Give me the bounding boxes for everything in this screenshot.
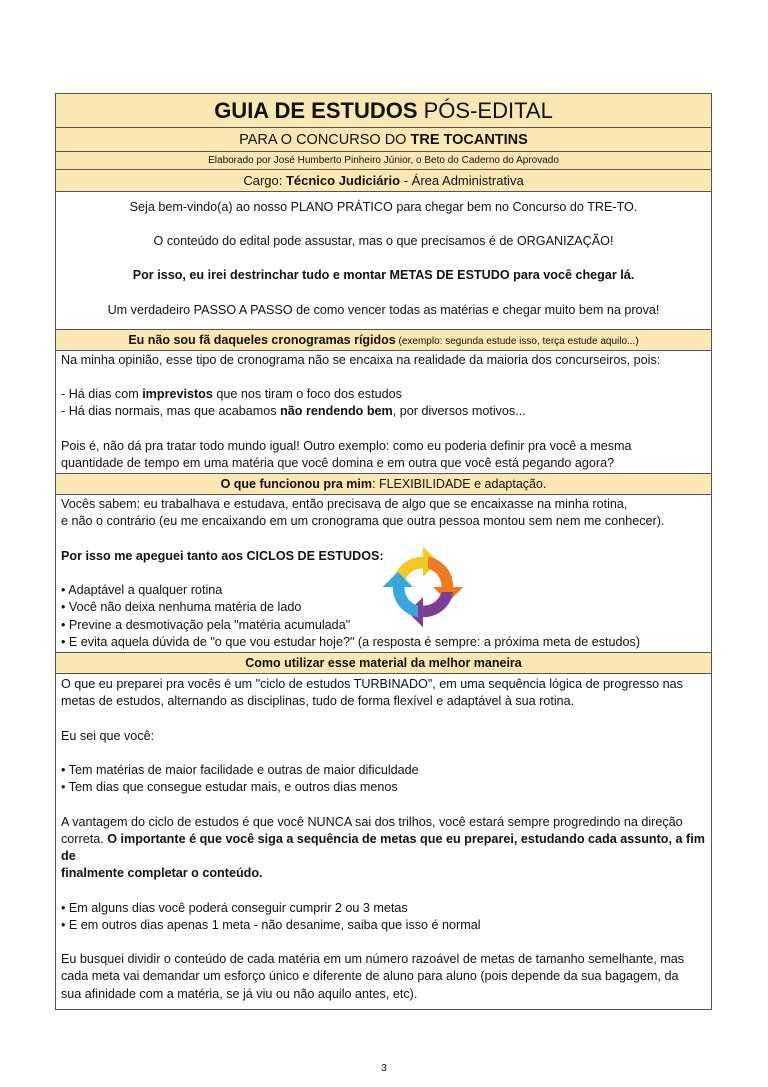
welcome-line-4: Um verdadeiro PASSO A PASSO de como vencer todas as matérias e chegar muito bem na prova! xyxy=(107,302,660,317)
paragraph: sua afinidade com a matéria, se já viu ou não aquilo antes, etc). xyxy=(61,986,418,1001)
list-item: • Tem matérias de maior facilidade e outras de maior dificuldade xyxy=(61,762,419,777)
paragraph: correta. O importante é que você siga a sequência de metas que eu preparei, estudando cada assunto, a fim de xyxy=(61,831,705,863)
paragraph: Eu sei que você: xyxy=(61,728,155,743)
page-number: 3 xyxy=(381,1063,387,1074)
study-guide-table xyxy=(55,93,712,1010)
paragraph: e não o contrário (eu me encaixando em um cronograma que outra pessoa montou sem nem me conhecer). xyxy=(61,514,665,529)
cargo-line: Cargo: Técnico Judiciário - Área Administrativa xyxy=(56,170,711,192)
paragraph: quantidade de tempo em uma matéria que você domina e em outra que você está pegando agora? xyxy=(61,456,615,470)
welcome-line-2: O conteúdo do edital pode assustar, mas o que precisamos é de ORGANIZAÇÃO! xyxy=(153,234,614,249)
paragraph: metas de estudos, alternando as disciplinas, tudo de forma flexível e adaptável à sua rotina. xyxy=(61,694,575,709)
list-item: • Tem dias que consegue estudar mais, e outros dias menos xyxy=(61,780,398,795)
list-item: • Previne a desmotivação pela "matéria acumulada" xyxy=(61,617,351,632)
paragraph: O que eu preparei pra vocês é um "ciclo de estudos TURBINADO", em uma sequência lógica de progresso nas xyxy=(61,677,683,691)
paragraph: Pois é, não dá pra tratar todo mundo igual! Outro exemplo: como eu poderia definir pra você a mesma xyxy=(61,438,632,453)
paragraph: cada meta vai demandar um esforço único e diferente de aluno para aluno (pois depende da sua bagagem, da xyxy=(61,969,679,984)
section-como-utilizar-body xyxy=(56,674,711,1009)
paragraph: finalmente completar o conteúdo. xyxy=(61,866,263,881)
list-item: • Adaptável a qualquer rotina xyxy=(61,583,223,598)
page-title: GUIA DE ESTUDOS PÓS-EDITAL xyxy=(56,94,711,128)
welcome-section xyxy=(56,192,711,330)
paragraph: Por isso me apeguei tanto aos CICLOS DE ESTUDOS: xyxy=(61,548,384,563)
paragraph: Eu busquei dividir o conteúdo de cada matéria em um número razoável de metas de tamanho semelhante, mas xyxy=(61,952,685,967)
welcome-line-1: Seja bem-vindo(a) ao nosso PLANO PRÁTICO para chegar bem no Concurso do TRE-TO. xyxy=(129,200,638,214)
list-item: • Você não deixa nenhuma matéria de lado xyxy=(61,600,302,615)
welcome-line-3: Por isso, eu irei destrinchar tudo e montar METAS DE ESTUDO para você chegar lá. xyxy=(132,268,635,283)
paragraph: Na minha opinião, esse tipo de cronograma não se encaixa na realidade da maioria dos concurseiros, pois: xyxy=(61,352,661,367)
section-header-cronogramas: Eu não sou fã daqueles cronogramas rígidos (exemplo: segunda estude isso, terça estude aquilo...) xyxy=(56,330,711,351)
list-item: • Em alguns dias você poderá conseguir cumprir 2 ou 3 metas xyxy=(61,900,408,915)
study-cycle-icon xyxy=(381,545,465,629)
list-item: - Há dias com imprevistos que nos tiram o foco dos estudos xyxy=(61,387,402,402)
section-header-como-utilizar: Como utilizar esse material da melhor maneira xyxy=(56,653,711,674)
paragraph: A vantagem do ciclo de estudos é que você NUNCA sai dos trilhos, você estará sempre progredindo na direção xyxy=(61,814,683,829)
section-flexibilidade-body xyxy=(56,495,711,653)
section-cronogramas-body xyxy=(56,351,711,474)
list-item: • E em outros dias apenas 1 meta - não desanime, saiba que isso é normal xyxy=(61,917,481,932)
list-item: - Há dias normais, mas que acabamos não rendendo bem, por diversos motivos... xyxy=(61,404,526,419)
paragraph: Vocês sabem: eu trabalhava e estudava, então precisava de algo que se encaixasse na minha rotina, xyxy=(61,497,628,512)
list-item: • E evita aquela dúvida de "o que vou estudar hoje?" (a resposta é sempre: a próxima meta de estudos) xyxy=(61,634,641,649)
page-subtitle: PARA O CONCURSO DO TRE TOCANTINS xyxy=(56,128,711,152)
author-line: Elaborado por José Humberto Pinheiro Júnior, o Beto do Caderno do Aprovado xyxy=(56,152,711,170)
section-header-flexibilidade: O que funcionou pra mim: FLEXIBILIDADE e adaptação. xyxy=(56,474,711,495)
